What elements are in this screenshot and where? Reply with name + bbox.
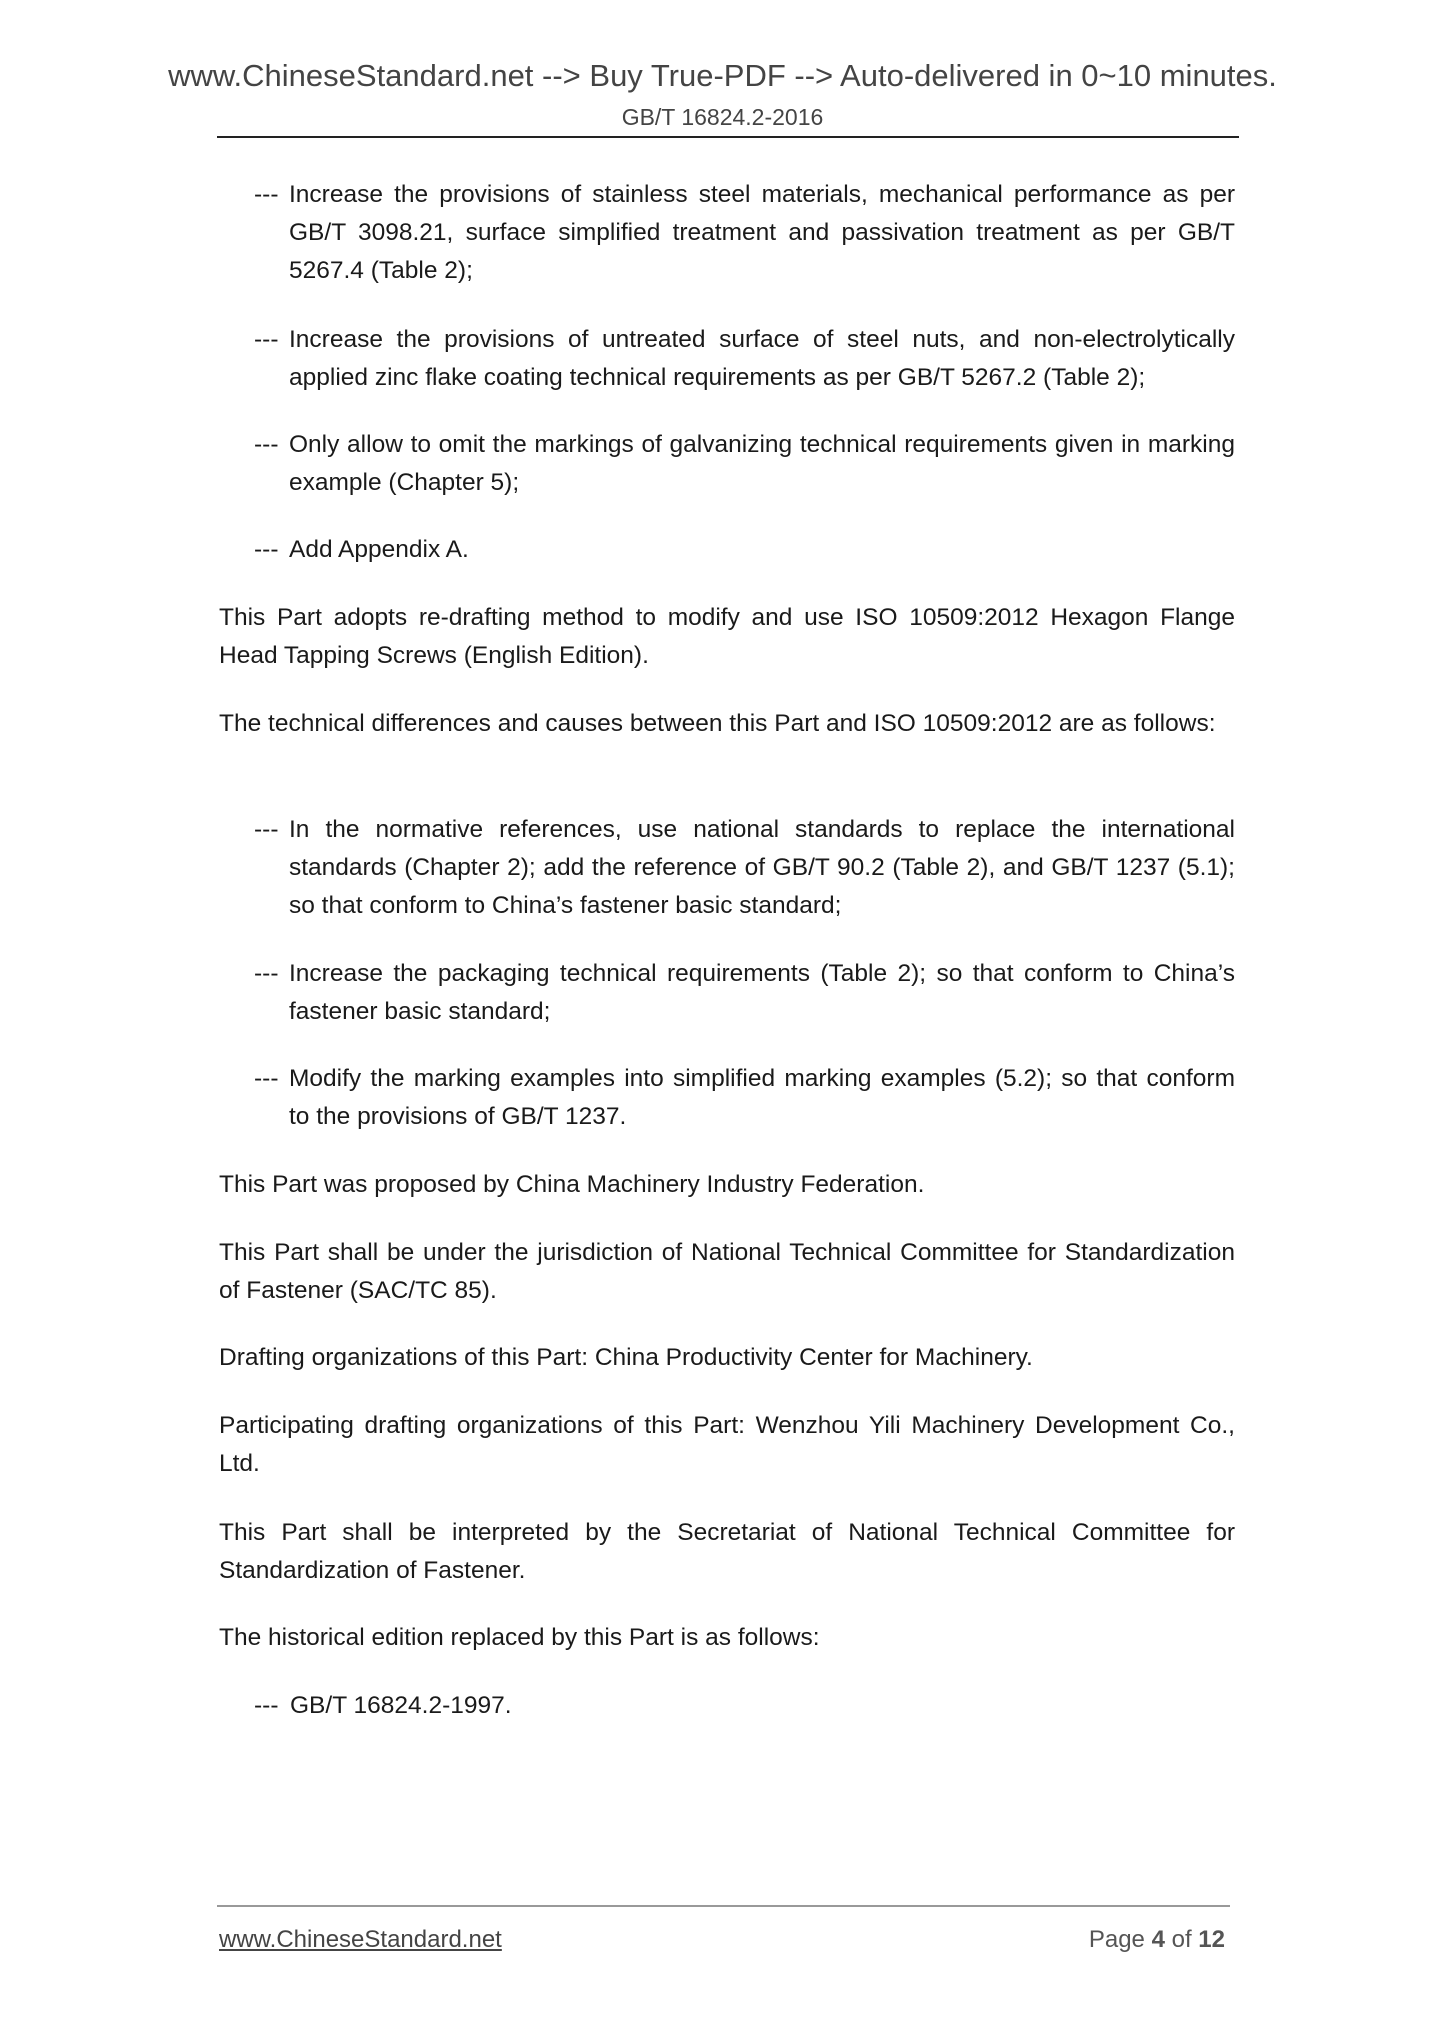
document-id: GB/T 16824.2-2016: [621, 104, 824, 130]
bullet-dash: ---: [254, 181, 279, 208]
list-item-text: Increase the packaging technical requirements (Table 2); so that conform to China’s fastener basic standard;: [289, 960, 1235, 1025]
bullet-dash: ---: [254, 1692, 279, 1719]
page-of-label: of: [1171, 1926, 1192, 1953]
page-number: [1089, 1926, 1225, 1954]
list-item-text: Modify the marking examples into simplified marking examples (5.2); so that conform to the provisions of GB/T 1237.: [289, 1065, 1235, 1130]
list-item: [254, 811, 1235, 925]
list-item-text: GB/T 16824.2-1997.: [290, 1692, 512, 1719]
paragraph-adopts: This Part adopts re-drafting method to modify and use ISO 10509:2012 Hexagon Flange Head Tapping Screws (English Edition).: [219, 604, 1235, 669]
bullet-dash: ---: [254, 326, 279, 353]
list-item: [254, 426, 1235, 502]
paragraph-interpreted: This Part shall be interpreted by the Secretariat of National Technical Committee for Standardization of Fastener.: [219, 1519, 1235, 1584]
page-total: 12: [1198, 1926, 1225, 1953]
list-item: [254, 531, 1235, 569]
footer-divider: [217, 1905, 1230, 1907]
bullet-dash: ---: [254, 536, 279, 563]
paragraph-differences: The technical differences and causes between this Part and ISO 10509:2012 are as follows:: [219, 710, 1216, 737]
list-item-text: In the normative references, use national standards to replace the international standards (Chapter 2); add the reference of GB/T 90.2 (Table 2), and GB/T 1237 (5.1); so that conform to China’s fastener basic standard;: [289, 816, 1235, 919]
list-item-text: Add Appendix A.: [289, 536, 469, 563]
paragraph-drafting: Drafting organizations of this Part: China Productivity Center for Machinery.: [219, 1344, 1033, 1371]
bullet-dash: ---: [254, 1065, 279, 1092]
list-item-text: Increase the provisions of untreated surface of steel nuts, and non-electrolytically applied zinc flake coating technical requirements as per GB/T 5267.2 (Table 2);: [289, 326, 1235, 391]
footer-site-link[interactable]: www.ChineseStandard.net: [219, 1926, 502, 1953]
list-item: [254, 176, 1235, 290]
paragraph-proposed: This Part was proposed by China Machinery Industry Federation.: [219, 1171, 925, 1198]
list-item-text: Increase the provisions of stainless steel materials, mechanical performance as per GB/T 3098.21, surface simplified treatment and passivation treatment as per GB/T 5267.4 (Table 2);: [289, 181, 1235, 284]
bullet-dash: ---: [254, 960, 279, 987]
paragraph-historical: The historical edition replaced by this Part is as follows:: [219, 1624, 820, 1651]
list-item: [254, 955, 1235, 1031]
list-item: [254, 1060, 1235, 1136]
bullet-dash: ---: [254, 816, 279, 843]
bullet-dash: ---: [254, 431, 279, 458]
paragraph-participating: Participating drafting organizations of this Part: Wenzhou Yili Machinery Development Co., Ltd.: [219, 1412, 1235, 1477]
page-current: 4: [1151, 1926, 1165, 1953]
header-banner: www.ChineseStandard.net --> Buy True-PDF --> Auto-delivered in 0~10 minutes.: [168, 58, 1277, 93]
page-label: Page: [1088, 1926, 1145, 1953]
header-divider: [217, 136, 1239, 138]
list-item: [254, 321, 1235, 397]
paragraph-jurisdiction: This Part shall be under the jurisdiction of National Technical Committee for Standardization of Fastener (SAC/TC 85).: [219, 1239, 1235, 1304]
list-item: [254, 1687, 1235, 1725]
list-item-text: Only allow to omit the markings of galvanizing technical requirements given in marking example (Chapter 5);: [289, 431, 1235, 496]
